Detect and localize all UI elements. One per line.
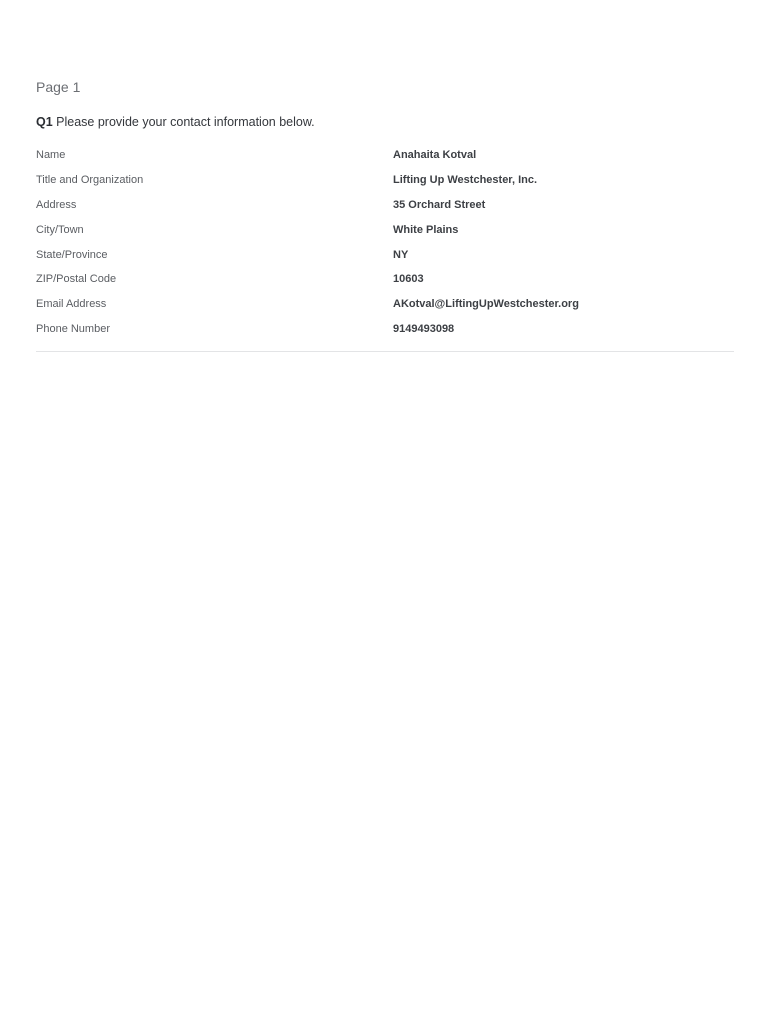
answer-label: City/Town — [36, 223, 84, 236]
answer-label: Name — [36, 149, 66, 162]
answer-value: 35 Orchard Street — [393, 198, 486, 211]
answer-row-phone — [36, 317, 734, 342]
answer-value: Lifting Up Westchester, Inc. — [393, 174, 538, 187]
answer-value: 10603 — [393, 273, 424, 286]
answer-row-title-organization — [36, 168, 734, 193]
answer-label: ZIP/Postal Code — [36, 273, 117, 286]
question-text: Please provide your contact information below. — [52, 115, 315, 129]
section-divider — [36, 351, 734, 352]
answer-row-state — [36, 242, 734, 267]
answer-row-city — [36, 217, 734, 242]
answer-value: Anahaita Kotval — [393, 149, 477, 162]
page-title: Page 1 — [36, 79, 81, 95]
question-number: Q1 — [36, 115, 53, 129]
answer-label: Title and Organization — [36, 174, 144, 187]
answer-value: NY — [393, 248, 409, 261]
answer-row-zip — [36, 267, 734, 292]
answer-row-address — [36, 193, 734, 218]
answer-value: 9149493098 — [393, 322, 455, 335]
answer-label: State/Province — [36, 248, 108, 261]
question-q1 — [36, 115, 315, 129]
answer-value: White Plains — [393, 223, 459, 236]
answer-label: Email Address — [36, 298, 107, 311]
answer-row-email — [36, 292, 734, 317]
answer-label: Address — [36, 198, 77, 211]
contact-answer-table — [36, 143, 734, 341]
answer-value: AKotval@LiftingUpWestchester.org — [393, 298, 579, 311]
answer-row-name — [36, 143, 734, 168]
answer-label: Phone Number — [36, 322, 110, 335]
